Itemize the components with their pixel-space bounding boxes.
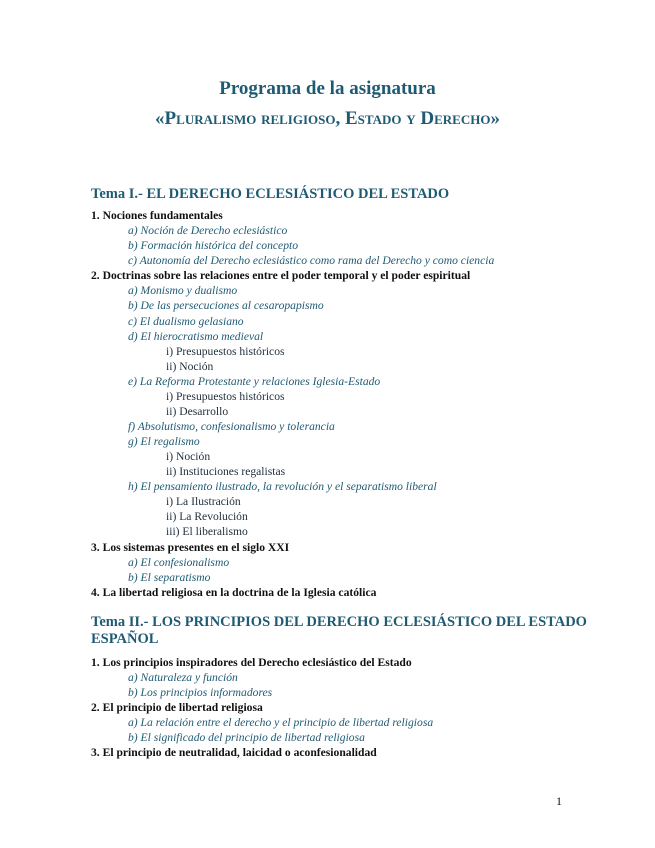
sub-subsection-item: iii) El liberalismo [166, 525, 248, 538]
subsection-item: a) Monismo y dualismo [128, 284, 238, 297]
subsection-item: d) El hierocratismo medieval [128, 330, 264, 343]
subsection-item: b) El separatismo [128, 571, 211, 584]
section-heading: 3. El principio de neutralidad, laicidad o aconfesionalidad [91, 746, 377, 759]
sub-subsection-item: i) Presupuestos históricos [166, 345, 285, 358]
subsection-item: b) Los principios informadores [128, 686, 273, 699]
tema-2-heading: Tema II.- LOS PRINCIPIOS DEL DERECHO ECLESIÁSTICO DEL ESTADO ESPAÑOL [91, 614, 587, 647]
section-heading: 2. El principio de libertad religiosa [91, 701, 263, 714]
subsection-item: c) El dualismo gelasiano [128, 315, 244, 328]
subsection-item: b) El significado del principio de libertad religiosa [128, 731, 365, 744]
sub-subsection-item: ii) Desarrollo [166, 405, 229, 418]
sub-subsection-item: ii) Noción [166, 360, 214, 373]
subsection-item: a) Noción de Derecho eclesiástico [128, 224, 288, 237]
subsection-item: b) Formación histórica del concepto [128, 239, 299, 252]
subsection-item: h) El pensamiento ilustrado, la revolución y el separatismo liberal [128, 480, 437, 493]
subsection-item: e) La Reforma Protestante y relaciones Iglesia-Estado [128, 375, 381, 388]
course-title: «Pluralismo religioso, Estado y Derecho» [155, 108, 500, 129]
sub-subsection-item: ii) La Revolución [166, 510, 248, 523]
sub-subsection-item: i) Noción [166, 450, 211, 463]
section-heading: 3. Los sistemas presentes en el siglo XXI [91, 541, 290, 554]
section-heading: 4. La libertad religiosa en la doctrina de la Iglesia católica [91, 586, 377, 599]
subsection-item: b) De las persecuciones al cesaropapismo [128, 299, 324, 312]
sub-subsection-item: ii) Instituciones regalistas [166, 465, 286, 478]
subsection-item: c) Autonomía del Derecho eclesiástico como rama del Derecho y como ciencia [128, 254, 495, 267]
subsection-item: g) El regalismo [128, 435, 200, 448]
sub-subsection-item: i) Presupuestos históricos [166, 390, 285, 403]
section-heading: 2. Doctrinas sobre las relaciones entre el poder temporal y el poder espiritual [91, 269, 471, 282]
section-heading: 1. Los principios inspiradores del Derecho eclesiástico del Estado [91, 656, 412, 669]
subsection-item: a) El confesionalismo [128, 556, 230, 569]
document-title: Programa de la asignatura [219, 78, 436, 99]
page-number: 1 [556, 794, 562, 808]
subsection-item: a) Naturaleza y función [128, 671, 238, 684]
subsection-item: f) Absolutismo, confesionalismo y tolerancia [128, 420, 335, 433]
section-heading: 1. Nociones fundamentales [91, 209, 223, 222]
sub-subsection-item: i) La Ilustración [166, 495, 241, 508]
subsection-item: a) La relación entre el derecho y el principio de libertad religiosa [128, 716, 434, 729]
tema-1-heading: Tema I.- EL DERECHO ECLESIÁSTICO DEL ESTADO [91, 186, 450, 202]
